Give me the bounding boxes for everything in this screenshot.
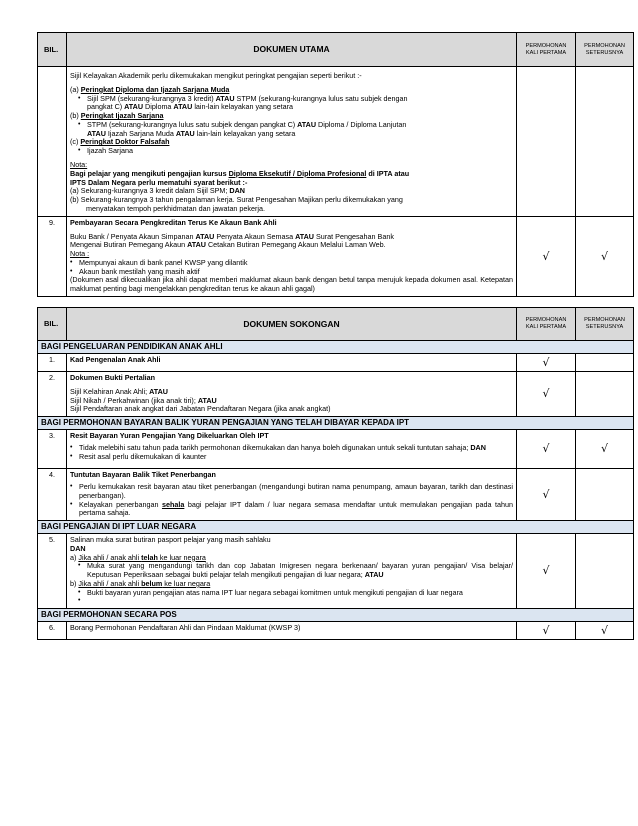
level-diploma-title: Peringkat Diploma dan Ijazah Sarjana Muda [80, 84, 230, 94]
row-number: 4. [38, 469, 67, 521]
main-documents-table [37, 32, 634, 297]
check-mark: √ [517, 216, 576, 296]
row-title: Salinan muka surat butiran pasport pelajar yang masih sahlaku [70, 535, 271, 544]
table-row: 5. Salinan muka surat butiran pasport pelajar yang masih sahlaku DAN a) Jika ahli / anak ahli telah ke luar negara • Muka surat yang mengandungi tarikh dan cop Jabatan Imigresen negara berkenaan/ bayaran yuran pengajian/ Visa belajar/ Keputusan Peperiksaan sebagai bukti pelajar telah mengikuti pengajian di luar negara; ATAU b) Jika ahli / anak ahli belum ke luar negara • Bukti bayaran yuran pengajian atas nama IPT luar negara sebagai komitmen untuk mengikuti pengajian di luar negara • √ [38, 534, 634, 609]
check-mark: √ [517, 372, 576, 417]
row-title: Tuntutan Bayaran Balik Tiket Penerbangan [70, 470, 216, 480]
header-bil: BIL. [38, 33, 67, 67]
check-mark: √ [576, 622, 634, 640]
check-mark: √ [517, 622, 576, 640]
row-number: 2. [38, 372, 67, 417]
academic-intro: Sijil Kelayakan Akademik perlu dikemukakan mengikut peringkat pengajian seperti berikut :- [70, 71, 362, 80]
table-row [38, 353, 634, 371]
row-title: Pembayaran Secara Pengkreditan Terus Ke Akaun Bank Ahli [70, 217, 277, 227]
document-page [37, 32, 625, 640]
check-mark: √ [517, 430, 576, 469]
list-item: • Bukti bayaran yuran pengajian atas nama IPT luar negara sebagai komitmen untuk mengikuti pengajian di luar negara [78, 589, 513, 598]
list-item: • Muka surat yang mengandungi tarikh dan cop Jabatan Imigresen negara berkenaan/ bayaran yuran pengajian/ Visa belajar/ Keputusan Peperiksaan sebagai bukti pelajar telah mengikuti pengajian di luar negara; ATAU [78, 562, 513, 580]
level-masters-title: Peringkat Ijazah Sarjana [80, 111, 164, 121]
list-item: • Perlu kemukakan resit bayaran atau tiket penerbangan (mengandungi butiran nama penumpang, amaun bayaran, tarikh dan destinasi penerbangan). [70, 483, 513, 501]
table-header [38, 33, 634, 67]
table-row: 2. Dokumen Bukti Pertalian Sijil Kelahiran Anak Ahli; ATAU Sijil Nikah / Perkahwinan (jika anak tiri); ATAU Sijil Pendaftaran anak angkat dari Jabatan Pendaftaran Negara (jika anak angkat) √ [38, 372, 634, 417]
check-mark: √ [576, 430, 634, 469]
check-mark: √ [517, 469, 576, 521]
row-number: 9. [38, 216, 67, 296]
table-row [38, 216, 634, 296]
header-first-application: PERMOHONAN KALI PERTAMA [517, 33, 576, 67]
header-subsequent-application: PERMOHONAN SETERUSNYA [576, 33, 634, 67]
header-supporting-documents: DOKUMEN SOKONGAN [67, 307, 517, 340]
table-row [38, 469, 634, 521]
section-header: BAGI PERMOHONAN SECARA POS [38, 609, 634, 622]
level-phd-title: Peringkat Doktor Falsafah [80, 137, 170, 147]
table-row [38, 430, 634, 469]
list-item: • Tidak melebihi satu tahun pada tarikh permohonan dikemukakan dan hanya boleh digunakan untuk sekali tuntutan sahaja; DAN [70, 444, 513, 453]
row-title: Dokumen Bukti Pertalian [70, 373, 156, 383]
row-title: Borang Permohonan Pendaftaran Ahli dan Pindaan Maklumat (KWSP 3) [67, 622, 517, 640]
list-item: • Mempunyai akaun di bank panel KWSP yang dilantik [70, 259, 513, 268]
list-item: • Sijil SPM (sekurang-kurangnya 3 kredit) ATAU STPM (sekurang-kurangnya lulus satu subjek dengan pangkat C) ATAU Diploma ATAU lain-lain kelayakan yang setara [78, 95, 513, 113]
row-note: (Dokumen asal dikecualikan jika ahli dapat memberi maklumat akaun bank dengan betul tanpa merujuk kepada dokumen asal. Ketepatan maklumat penting bagi mengelakkan pengkreditan terus ke akaun ahli gagal) [70, 275, 513, 294]
list-item: • STPM (sekurang-kurangnya lulus satu subjek dengan pangkat C) ATAU Diploma / Diploma Lanjutan ATAU Ijazah Sarjana Muda ATAU lain-lain kelayakan yang setara [78, 121, 513, 139]
academic-requirements-cell: Sijil Kelayakan Akademik perlu dikemukakan mengikut peringkat pengajian seperti berikut :- (a) Peringkat Diploma dan Ijazah Sarjana Muda • Sijil SPM (sekurang-kurangnya 3 kredit) ATAU STPM (sekurang-kurangnya lulus satu subjek dengan pangkat C) ATAU Diploma ATAU lain-lain kelayakan yang setara (b) Peringkat Ijazah Sarjana • STPM (sekurang-kurangnya lulus satu subjek dengan pangkat C) ATAU Diploma / Diploma Lanjutan ATAU Ijazah Sarjana Muda ATAU lain-lain kelayakan yang setara (c) Peringkat Doktor Falsafah • Ijazah Sarjana Nota: Bagi pelajar yang mengikuti pengajian kursus Diploma Eksekutif / Diploma Profesional di IPTA atau IPTS Dalam Negara perlu mematuhi syarat berikut :- (a) Sekurang-kurangnya 3 kredit dalam Sijil SPM; DAN (b) Sekurang-kurangnya 3 tahun pengalaman kerja. Surat Pengesahan Majikan perlu dikemukakan yang menyatakan tempoh perkhidmatan dan jawatan pekerja. [67, 67, 517, 217]
header-bil: BIL. [38, 307, 67, 340]
table-header [38, 307, 634, 340]
nota-label: Nota: [70, 160, 88, 170]
table-row [38, 67, 634, 217]
check-mark: √ [517, 534, 576, 609]
section-header: BAGI PERMOHONAN BAYARAN BALIK YURAN PENGAJIAN YANG TELAH DIBAYAR KEPADA IPT [38, 417, 634, 430]
supporting-documents-table [37, 307, 634, 640]
header-subsequent-application: PERMOHONAN SETERUSNYA [576, 307, 634, 340]
header-first-application: PERMOHONAN KALI PERTAMA [517, 307, 576, 340]
row-number: 3. [38, 430, 67, 469]
row-title: Kad Pengenalan Anak Ahli [67, 353, 517, 371]
list-item [78, 597, 513, 606]
check-mark: √ [517, 353, 576, 371]
list-item: • Akaun bank mestilah yang masih aktif [70, 268, 513, 277]
row-title: Resit Bayaran Yuran Pengajian Yang Dikeluarkan Oleh IPT [70, 431, 269, 440]
section-header: BAGI PENGAJIAN DI IPT LUAR NEGARA [38, 521, 634, 534]
list-item: • Ijazah Sarjana [78, 147, 513, 156]
row-number: 1. [38, 353, 67, 371]
check-mark: √ [576, 216, 634, 296]
row-number: 5. [38, 534, 67, 609]
list-item: • Kelayakan penerbangan sehala bagi pelajar IPT dalam / luar negara semasa mendaftar untuk memulakan pengajian pada tahun pertama sahaja. [70, 501, 513, 519]
section-header: BAGI PENGELUARAN PENDIDIKAN ANAK AHLI [38, 340, 634, 353]
row-number: 6. [38, 622, 67, 640]
header-main-documents: DOKUMEN UTAMA [67, 33, 517, 67]
list-item: • Resit asal perlu dikemukakan di kaunter [70, 453, 513, 462]
bank-credit-cell: Pembayaran Secara Pengkreditan Terus Ke Akaun Bank Ahli Buku Bank / Penyata Akaun Simpanan ATAU Penyata Akaun Semasa ATAU Surat Pengesahan Bank Mengenai Butiran Pemegang Akaun ATAU Cetakan Butiran Pemegang Akaun Melalui Laman Web. Nota : • Mempunyai akaun di bank panel KWSP yang dilantik • Akaun bank mestilah yang masih aktif (Dokumen asal dikecualikan jika ahli dapat memberi maklumat akaun bank dengan betul tanpa merujuk kepada dokumen asal. Ketepatan maklumat penting bagi mengelakkan pengkreditan terus ke akaun ahli gagal) [67, 216, 517, 296]
table-row [38, 622, 634, 640]
